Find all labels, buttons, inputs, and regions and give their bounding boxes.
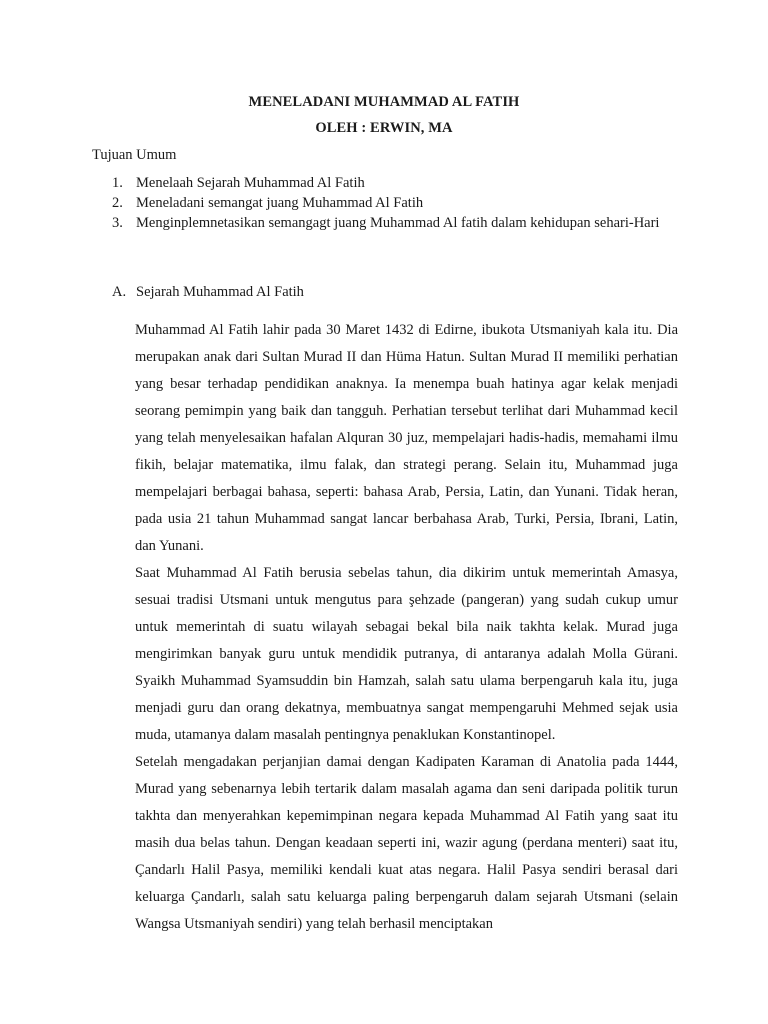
goals-heading: Tujuan Umum bbox=[92, 147, 177, 163]
section-body bbox=[135, 317, 678, 938]
document-title: MENELADANI MUHAMMAD AL FATIH bbox=[248, 94, 520, 110]
section-letter: A. bbox=[112, 284, 127, 300]
list-item bbox=[112, 193, 678, 213]
list-item bbox=[112, 173, 678, 193]
list-number: 2. bbox=[112, 195, 123, 211]
section-title: Sejarah Muhammad Al Fatih bbox=[136, 284, 304, 300]
list-item-text: Meneladani semangat juang Muhammad Al Fatih bbox=[136, 195, 424, 211]
list-number: 1. bbox=[112, 175, 123, 191]
goals-list bbox=[112, 173, 678, 233]
list-number: 3. bbox=[112, 215, 123, 231]
list-item-text: Menginplemnetasikan semangagt juang Muhammad Al fatih dalam kehidupan sehari-Hari bbox=[136, 215, 660, 231]
body-paragraph: Saat Muhammad Al Fatih berusia sebelas tahun, dia dikirim untuk memerintah Amasya, sesuai tradisi Utsmani untuk mengutus para şehzade (pangeran) yang sudah cukup umur untuk memerintah di suatu wilayah sebagai bekal bila naik takhta kelak. Murad juga mengirimkan banyak guru untuk mendidik putranya, di antaranya adalah Molla Gürani. Syaikh Muhammad Syamsuddin bin Hamzah, salah satu ulama berpengaruh kala itu, juga menjadi guru dan orang dekatnya, membuatnya sangat mempengaruhi Mehmed sejak usia muda, utamanya dalam masalah pentingnya penaklukan Konstantinopel. bbox=[135, 565, 678, 743]
section-heading bbox=[112, 284, 304, 301]
body-paragraph: Muhammad Al Fatih lahir pada 30 Maret 1432 di Edirne, ibukota Utsmaniyah kala itu. Dia merupakan anak dari Sultan Murad II dan Hüma Hatun. Sultan Murad II memiliki perhatian yang besar terhadap pendidikan anaknya. Ia menempa buah hatinya agar kelak menjadi seorang pemimpin yang baik dan tangguh. Perhatian tersebut terlihat dari Muhammad kecil yang telah menyelesaikan hafalan Alquran 30 juz, mempelajari hadis-hadis, memahami ilmu fikih, belajar matematika, ilmu falak, dan strategi perang. Selain itu, Muhammad juga mempelajari berbagai bahasa, seperti: bahasa Arab, Persia, Latin, dan Yunani. Tidak heran, pada usia 21 tahun Muhammad sangat lancar berbahasa Arab, Turki, Persia, Ibrani, Latin, dan Yunani. bbox=[135, 322, 678, 554]
list-item-text: Menelaah Sejarah Muhammad Al Fatih bbox=[136, 175, 365, 191]
author-line: OLEH : ERWIN, MA bbox=[315, 120, 453, 136]
list-item bbox=[112, 213, 678, 233]
body-paragraph: Setelah mengadakan perjanjian damai dengan Kadipaten Karaman di Anatolia pada 1444, Murad yang sebenarnya lebih tertarik dalam masalah agama dan seni daripada politik turun takhta dan menyerahkan kepemimpinan negara kepada Muhammad Al Fatih yang saat itu masih dua belas tahun. Dengan keadaan seperti ini, wazir agung (perdana menteri) saat itu, Çandarlı Halil Pasya, memiliki kendali kuat atas negara. Halil Pasya sendiri berasal dari keluarga Çandarlı, salah satu keluarga paling berpengaruh dalam sejarah Utsmani (selain Wangsa Utsmaniyah sendiri) yang telah berhasil menciptakan bbox=[135, 754, 678, 932]
